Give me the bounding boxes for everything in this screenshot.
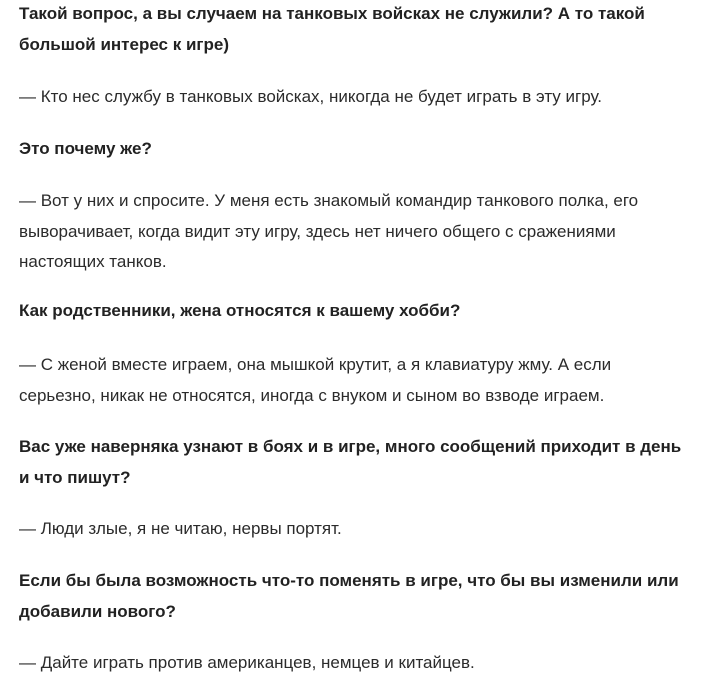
answer-4	[19, 514, 707, 545]
answer-2-line-1: — Вот у них и спросите. У меня есть знакомый командир танкового полка, его	[19, 191, 639, 210]
answer-3	[19, 350, 699, 411]
answer-1-line-1: — Кто нес службу в танковых войсках, никогда не будет играть в эту игру.	[19, 87, 602, 106]
question-5-line-1: Если бы была возможность что-то поменять в игре, что бы вы изменили или	[19, 571, 679, 590]
question-3	[19, 296, 707, 327]
question-2-line-1: Это почему же?	[19, 139, 152, 158]
question-3-line-1: Как родственники, жена относятся к вашему хобби?	[19, 301, 461, 320]
answer-5	[19, 648, 707, 679]
answer-4-line-1: — Люди злые, я не читаю, нервы портят.	[19, 519, 342, 538]
question-2	[19, 134, 707, 165]
question-1-line-2: большой интерес к игре)	[19, 34, 229, 54]
question-5	[19, 566, 707, 627]
question-4-line-1: Вас уже наверняка узнают в боях и в игре, много сообщений приходит в день	[19, 437, 682, 456]
answer-1	[19, 82, 707, 113]
answer-3-line-1: — С женой вместе играем, она мышкой крутит, а я клавиатуру жму. А если	[19, 355, 612, 374]
question-4-line-2: и что пишут?	[19, 467, 131, 487]
answer-5-line-1: — Дайте играть против американцев, немцев и китайцев.	[19, 653, 475, 672]
answer-2	[19, 186, 699, 278]
answer-3-line-2: серьезно, никак не относятся, иногда с внуком и сыном во взводе играем.	[19, 385, 605, 405]
question-4	[19, 432, 707, 493]
answer-2-line-2: выворачивает, когда видит эту игру, здесь нет ничего общего с сражениями	[19, 221, 616, 241]
question-5-line-2: добавили нового?	[19, 601, 176, 621]
question-1	[19, 0, 707, 60]
answer-2-line-3: настоящих танков.	[19, 252, 167, 271]
question-1-line-1: Такой вопрос, а вы случаем на танковых войсках не служили? А то такой	[19, 4, 645, 23]
